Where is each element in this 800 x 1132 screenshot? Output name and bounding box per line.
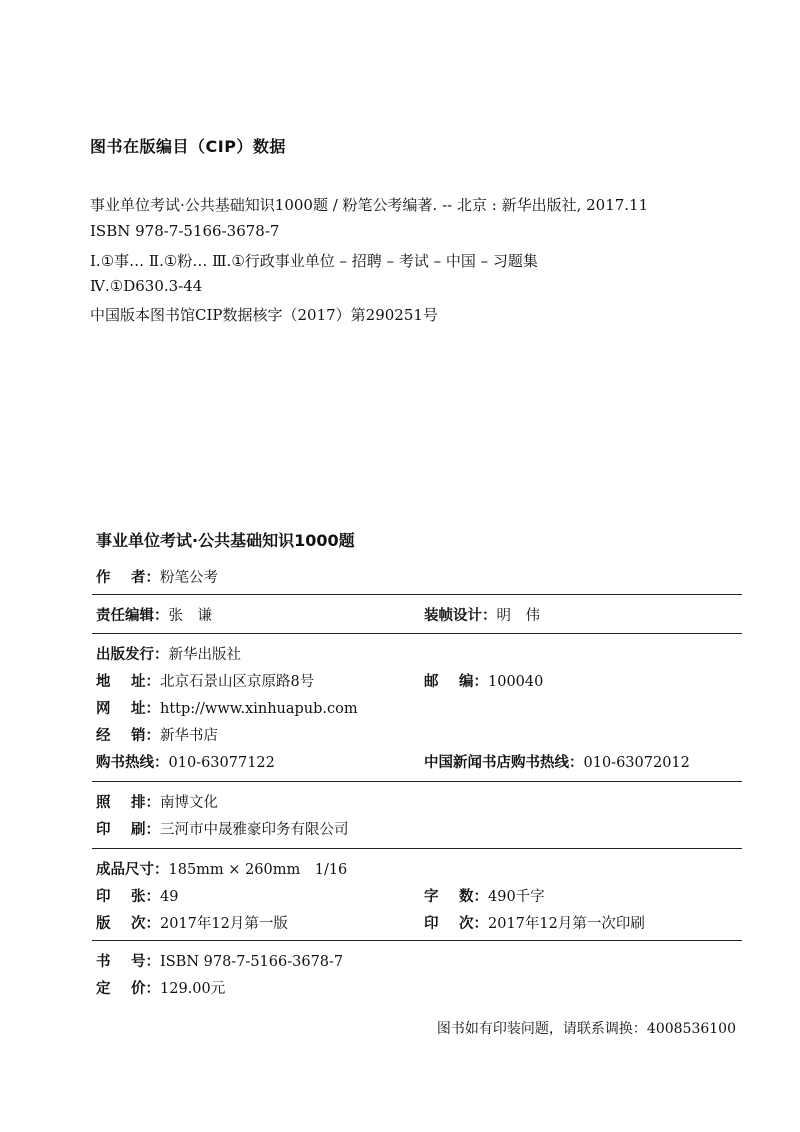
address-row: 地 址： 北京石景山区京原路8号 [96, 674, 315, 690]
hotline-value: 010-63077122 [168, 755, 275, 771]
print-defect-notice: 图书如有印装问题，请联系调换：4008536100 [436, 1021, 736, 1037]
typeset-value: 南博文化 [160, 795, 218, 811]
sheets-row: 印 张： 49 [96, 889, 179, 905]
divider [92, 848, 742, 849]
website-row: 网 址： http://www.xinhuapub.com [96, 701, 358, 717]
print-row: 印 刷： 三河市中晟雅豪印务有限公司 [96, 822, 349, 838]
price-row: 定 价： 129.00元 [96, 981, 226, 997]
author-value: 粉笔公考 [160, 570, 218, 586]
cip-line-classification: Ⅰ.①事… Ⅱ.①粉… Ⅲ.①行政事业单位 – 招聘 – 考试 – 中国 – 习题集 [90, 252, 538, 270]
cip-line-class-number: Ⅳ.①D630.3-44 [90, 277, 203, 295]
cn-hotline-row: 中国新闻书店购书热线：010-63072012 [424, 755, 690, 771]
distributor-value: 新华书店 [160, 728, 218, 744]
book-title: 事业单位考试·公共基础知识1000题 [96, 531, 355, 550]
hotline-row: 购书热线：010-63077122 [96, 755, 275, 771]
edition-row: 版 次： 2017年12月第一版 [96, 916, 288, 932]
cip-line-isbn: ISBN 978-7-5166-3678-7 [90, 222, 280, 240]
printing-value: 2017年12月第一次印刷 [488, 916, 645, 932]
publisher-row: 出版发行：新华出版社 [96, 647, 241, 663]
print-value: 三河市中晟雅豪印务有限公司 [160, 822, 349, 838]
words-row: 字 数： 490千字 [424, 889, 545, 905]
postcode-row: 邮 编： 100040 [424, 674, 544, 690]
cip-heading: 图书在版编目（CIP）数据 [90, 137, 286, 156]
cn-hotline-value: 010-63072012 [583, 755, 690, 771]
size-row: 成品尺寸：185mm × 260mm 1/16 [96, 862, 348, 878]
divider [92, 781, 742, 782]
typeset-row: 照 排： 南博文化 [96, 795, 218, 811]
isbn-value: ISBN 978-7-5166-3678-7 [160, 954, 344, 970]
editor-row: 责任编辑：张 谦 [96, 608, 212, 624]
author-row: 作 者： 粉笔公考 [96, 570, 218, 586]
design-value: 明 伟 [496, 608, 540, 624]
design-row: 装帧设计：明 伟 [424, 608, 540, 624]
cip-line-cip-number: 中国版本图书馆CIP数据核字（2017）第290251号 [90, 306, 438, 324]
divider [92, 633, 742, 634]
editor-value: 张 谦 [168, 608, 212, 624]
words-value: 490千字 [488, 889, 545, 905]
address-value: 北京石景山区京原路8号 [160, 674, 315, 690]
size-value: 185mm × 260mm 1/16 [168, 862, 348, 878]
printing-row: 印 次： 2017年12月第一次印刷 [424, 916, 645, 932]
postcode-value: 100040 [488, 674, 544, 690]
price-value: 129.00元 [160, 981, 226, 997]
divider [92, 594, 742, 595]
publisher-value: 新华出版社 [168, 647, 241, 663]
divider [92, 940, 742, 941]
edition-value: 2017年12月第一版 [160, 916, 288, 932]
cip-line-title: 事业单位考试·公共基础知识1000题 / 粉笔公考编著. -- 北京 : 新华出版社, 2017.11 [90, 196, 649, 214]
isbn-row: 书 号： ISBN 978-7-5166-3678-7 [96, 954, 344, 970]
sheets-value: 49 [160, 889, 179, 905]
website-value: http://www.xinhuapub.com [160, 701, 358, 717]
distributor-row: 经 销： 新华书店 [96, 728, 218, 744]
